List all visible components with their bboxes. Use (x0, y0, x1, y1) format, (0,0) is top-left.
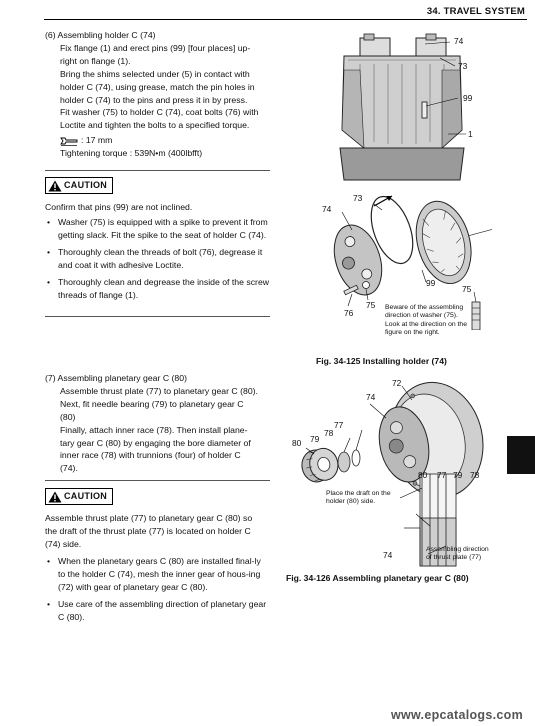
caution-label: CAUTION (64, 180, 108, 191)
section1-line: right on flange (1). (60, 55, 131, 66)
note-line: of thrust plate (77) (426, 554, 482, 562)
label-74: 74 (366, 392, 376, 402)
section1-line: Fix flange (1) and erect pins (99) [four places] up- (60, 42, 251, 53)
chapter-side-tab (507, 436, 535, 474)
bullet-item: • Thoroughly clean the threads of bolt (76), degrease it and coat it with adhesive Loctite. (45, 246, 270, 272)
section1-heading: (6) Assembling holder C (74) (45, 30, 156, 40)
header-title: 34. TRAVEL SYSTEM (426, 6, 525, 17)
label-74: 74 (322, 204, 332, 214)
caution-text: Assemble thrust plate (77) to planetary gear C (80) so (45, 513, 253, 524)
bullet-item: • Thoroughly clean and degrease the inside of the screw threads of flange (1). (45, 276, 270, 302)
label-73: 73 (458, 61, 468, 71)
section2-line: Next, fit needle bearing (79) to planetary gear C (60, 398, 244, 409)
figure1-caption: Fig. 34-125 Installing holder (74) (316, 356, 447, 366)
label-80: 80 (292, 438, 302, 448)
section1-line: holder C (74) to the pins and press it in by press. (60, 94, 248, 105)
section2-line: (74). (60, 463, 78, 474)
wrench-icon (60, 136, 78, 146)
label-77: 77 (334, 420, 344, 430)
caution-bullets (45, 555, 270, 624)
footer-watermark: www.epcatalogs.com (390, 708, 523, 722)
section1-text (45, 29, 270, 160)
note-line: Place the draft on the (326, 490, 391, 497)
detail-label-77: 77 (437, 470, 447, 480)
caution-text: Confirm that pins (99) are not inclined. (45, 202, 193, 213)
section2-line: (80) (60, 411, 76, 422)
detail-label-80: 80 (418, 470, 428, 480)
detail-label-74: 74 (383, 550, 393, 560)
section1-caution (45, 177, 270, 306)
section2-body (45, 385, 270, 475)
label-78: 78 (324, 428, 334, 438)
label-99: 99 (463, 93, 473, 103)
flange-assembly-drawing (330, 30, 490, 182)
divider (45, 480, 270, 481)
label-99: 99 (426, 278, 436, 288)
section2-line: Assemble thrust plate (77) to planetary gear C (80). (60, 385, 258, 396)
page-header (0, 0, 535, 22)
detail-label-78: 78 (470, 470, 480, 480)
section2-caution (45, 488, 270, 628)
note-line: figure on the right. (385, 328, 440, 336)
bullet-item: • Use care of the assembling direction of planetary gear C (80). (45, 598, 270, 624)
caution-text: the draft of the thrust plate (77) is located on holder C (45, 526, 251, 537)
header-rule (44, 19, 527, 20)
section2-line: Finally, attach inner race (78). Then install plane- (60, 424, 248, 435)
label-79: 79 (310, 434, 320, 444)
section1-line: Bring the shims selected under (5) in contact with (60, 68, 250, 79)
label-73: 73 (353, 193, 363, 203)
tightening-torque: Tightening torque : 539N•m (400lbfft) (60, 148, 203, 159)
wrench-size: : 17 mm (81, 135, 113, 146)
warning-icon (48, 180, 62, 192)
bullet-item: • When the planetary gears C (80) are installed final-ly to the holder C (74), mesh the inner gear of hous-ing (72) with gear of planetary gear C (80). (45, 555, 270, 594)
divider (45, 170, 270, 171)
label-72: 72 (392, 378, 402, 388)
section1-line: Fit washer (75) to holder C (74), coat bolts (76) with (60, 107, 259, 118)
divider (45, 316, 270, 317)
label-76: 76 (344, 308, 354, 318)
section2-line: tary gear C (80) by engaging the bore diameter of (60, 437, 251, 448)
wrench-size-line (60, 134, 270, 147)
label-75: 75 (366, 300, 376, 310)
section1-line: Loctite and tighten the bolts to a specified torque. (60, 120, 250, 131)
section2-heading: (7) Assembling planetary gear C (80) (45, 373, 187, 383)
note-line: direction of washer (75). (385, 312, 458, 320)
caution-text: (74) side. (45, 539, 82, 550)
caution-badge (45, 488, 113, 505)
bullet-item: • Washer (75) is equipped with a spike to prevent it from getting slack. Fit the spike to the seat of holder C (74). (45, 216, 270, 242)
section1-line: holder C (74), using grease, match the pin holes in (60, 81, 255, 92)
note-line: Assembling direction (426, 546, 489, 553)
note-line: Look at the direction on the (385, 320, 467, 328)
detail-label-79: 79 (453, 470, 463, 480)
section1-body (45, 42, 270, 160)
caution-badge (45, 177, 113, 194)
caution-bullets (45, 216, 270, 301)
thrust-plate-direction-note (426, 546, 489, 563)
washer-direction-note (385, 304, 467, 337)
label-1: 1 (468, 129, 473, 139)
label-74: 74 (454, 36, 464, 46)
label-75: 75 (462, 284, 472, 294)
caution-label: CAUTION (64, 491, 108, 502)
note-line: Beware of the assembling (385, 304, 464, 311)
section2-line: inner race (78) with trunnions (four) of holder C (60, 450, 241, 461)
warning-icon (48, 491, 62, 503)
draft-placement-note (326, 490, 391, 507)
figure2-caption: Fig. 34-126 Assembling planetary gear C (80) (286, 573, 469, 583)
note-line: holder (80) side. (326, 498, 376, 506)
section2-text (45, 372, 270, 475)
